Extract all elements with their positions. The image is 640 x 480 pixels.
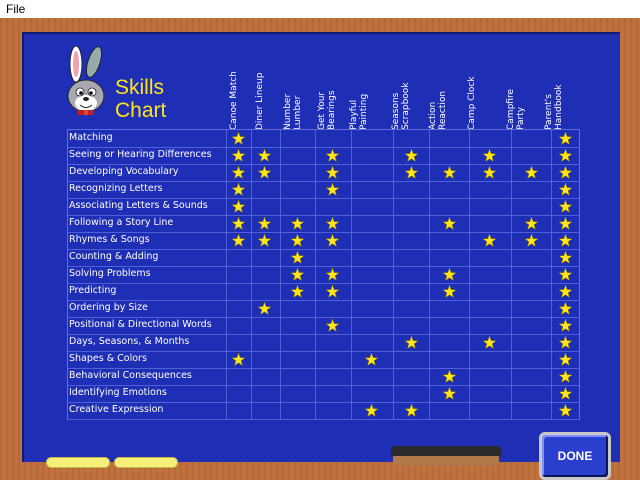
skill-row — [68, 283, 579, 301]
column-header-8: Campfire Party — [506, 89, 526, 130]
skill-row — [68, 266, 579, 284]
star-icon — [559, 285, 572, 298]
star-icon — [525, 234, 538, 247]
star-icon — [232, 149, 245, 162]
star-icon — [232, 166, 245, 179]
column-header-6: Action Reaction — [428, 90, 448, 130]
column-header-3: Get Your Bearings — [317, 90, 337, 130]
star-icon — [365, 404, 378, 417]
skill-row — [68, 249, 579, 267]
star-icon — [326, 217, 339, 230]
skill-row — [68, 232, 579, 250]
skill-row — [68, 130, 579, 148]
star-icon — [443, 370, 456, 383]
chalkboard — [22, 32, 620, 462]
column-header-0: Canoe Match — [229, 71, 239, 130]
star-icon — [326, 285, 339, 298]
star-icon — [291, 217, 304, 230]
star-icon — [291, 251, 304, 264]
skill-row — [68, 351, 579, 369]
star-icon — [291, 285, 304, 298]
skill-row — [68, 198, 579, 216]
skill-row — [68, 368, 579, 386]
star-icon — [326, 268, 339, 281]
star-icon — [258, 166, 271, 179]
star-icon — [291, 268, 304, 281]
menu-file[interactable]: File — [6, 2, 26, 16]
star-icon — [326, 319, 339, 332]
title-line-2: Chart — [115, 99, 167, 122]
star-icon — [405, 336, 418, 349]
star-icon — [232, 183, 245, 196]
star-icon — [258, 217, 271, 230]
skill-row — [68, 147, 579, 165]
skill-row-label: Counting & Adding — [69, 251, 159, 262]
column-header-1: Diner Lineup — [255, 72, 265, 130]
skill-row-label: Days, Seasons, & Months — [69, 336, 190, 347]
skill-row-label: Shapes & Colors — [69, 353, 147, 364]
skill-row-label: Positional & Directional Words — [69, 319, 212, 330]
skill-row-label: Associating Letters & Sounds — [69, 200, 208, 211]
star-icon — [559, 183, 572, 196]
skill-row-label: Behavioral Consequences — [69, 370, 192, 381]
star-icon — [525, 217, 538, 230]
skill-row-label: Recognizing Letters — [69, 183, 163, 194]
star-icon — [443, 268, 456, 281]
column-header-9: Parent's Handbook — [544, 84, 564, 130]
column-header-4: Playful Painting — [349, 93, 369, 130]
star-icon — [559, 387, 572, 400]
star-icon — [559, 217, 572, 230]
star-icon — [232, 353, 245, 366]
star-icon — [405, 149, 418, 162]
column-header-2: Number Lumber — [283, 93, 303, 130]
skills-grid — [67, 129, 580, 420]
star-icon — [365, 353, 378, 366]
skill-row-label: Following a Story Line — [69, 217, 174, 228]
skill-row — [68, 181, 579, 199]
star-icon — [232, 132, 245, 145]
skill-row-label: Ordering by Size — [69, 302, 148, 313]
skill-row-label: Matching — [69, 132, 113, 143]
star-icon — [443, 387, 456, 400]
star-icon — [258, 234, 271, 247]
star-icon — [559, 302, 572, 315]
star-icon — [232, 217, 245, 230]
star-icon — [559, 336, 572, 349]
star-icon — [443, 166, 456, 179]
skill-row — [68, 402, 579, 420]
star-icon — [483, 149, 496, 162]
star-icon — [232, 200, 245, 213]
chalkboard-eraser — [391, 446, 501, 468]
menu-bar — [0, 0, 640, 18]
star-icon — [559, 251, 572, 264]
chalk-stick-1 — [46, 457, 110, 468]
star-icon — [559, 353, 572, 366]
column-header-7: Camp Clock — [467, 76, 477, 130]
star-icon — [258, 149, 271, 162]
star-icon — [559, 404, 572, 417]
star-icon — [326, 234, 339, 247]
star-icon — [559, 234, 572, 247]
column-header-5: Seasons Scrapbook — [391, 82, 411, 130]
star-icon — [258, 302, 271, 315]
star-icon — [443, 217, 456, 230]
skill-row-label: Solving Problems — [69, 268, 151, 279]
star-icon — [559, 149, 572, 162]
star-icon — [326, 149, 339, 162]
chalk-stick-2 — [114, 457, 178, 468]
skill-row-label: Rhymes & Songs — [69, 234, 150, 245]
star-icon — [326, 183, 339, 196]
skill-row-label: Creative Expression — [69, 404, 164, 415]
title-line-1: Skills — [115, 76, 165, 99]
skill-row — [68, 334, 579, 352]
star-icon — [559, 370, 572, 383]
skill-row — [68, 317, 579, 335]
skill-row-label: Identifying Emotions — [69, 387, 167, 398]
skill-row-label: Seeing or Hearing Differences — [69, 149, 212, 160]
done-button[interactable]: DONE — [539, 432, 611, 480]
skill-row-label: Predicting — [69, 285, 117, 296]
star-icon — [443, 285, 456, 298]
skill-row — [68, 164, 579, 182]
star-icon — [483, 336, 496, 349]
star-icon — [559, 132, 572, 145]
star-icon — [326, 166, 339, 179]
star-icon — [559, 200, 572, 213]
star-icon — [525, 166, 538, 179]
star-icon — [291, 234, 304, 247]
page-title — [115, 76, 166, 122]
star-icon — [559, 166, 572, 179]
star-icon — [483, 166, 496, 179]
skill-row-label: Developing Vocabulary — [69, 166, 179, 177]
star-icon — [405, 404, 418, 417]
star-icon — [483, 234, 496, 247]
star-icon — [232, 234, 245, 247]
wood-frame — [0, 18, 640, 480]
skill-row — [68, 300, 579, 318]
bunny-logo-icon — [62, 46, 110, 122]
star-icon — [405, 166, 418, 179]
star-icon — [559, 319, 572, 332]
star-icon — [559, 268, 572, 281]
skill-row — [68, 385, 579, 403]
skill-row — [68, 215, 579, 233]
